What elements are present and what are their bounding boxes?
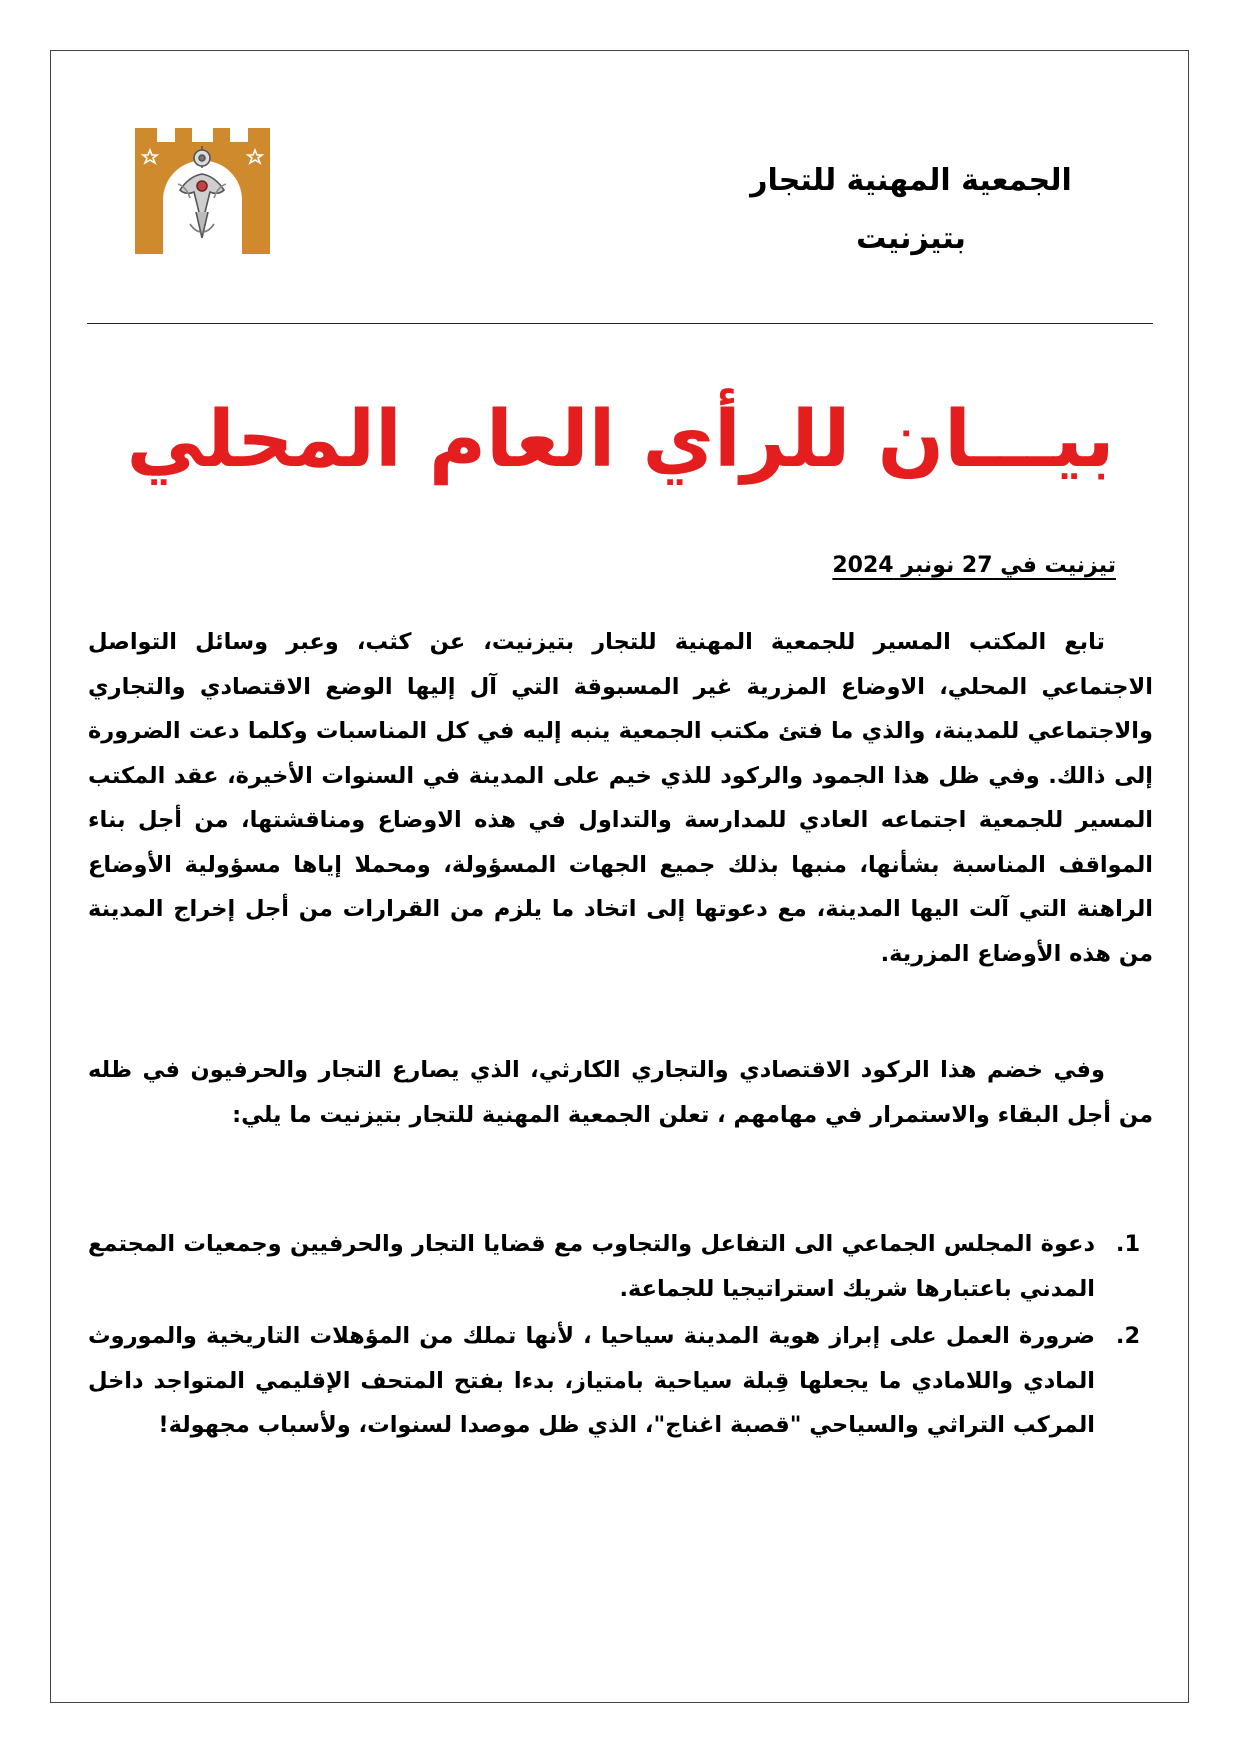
body-paragraph-1: [88, 620, 1153, 976]
demands-list: [88, 1222, 1153, 1451]
body-paragraph-2-text: وفي خضم هذا الركود الاقتصادي والتجاري الكارثي، الذي يصارع التجار والحرفيون في ظله من أجل البقاء والاستمرار في مهامهم ، تعلن الجمعية المهنية للتجار بتيزنيت ما يلي:: [88, 1057, 1153, 1128]
list-item: [88, 1222, 1153, 1311]
document-title: بيـــان للرأي العام المحلي: [126, 395, 1115, 485]
list-item: [88, 1314, 1153, 1448]
date-line: تيزنيت في 27 نونبر 2024: [832, 553, 1116, 578]
list-item-text: ضرورة العمل على إبراز هوية المدينة سياحيا ، لأنها تملك من المؤهلات التاريخية والموروث المادي واللامادي ما يجعلها قِبلة سياحية بامتياز، بدءا بفتح المتحف الإقليمي المتواجد داخل المركب التراثي والسياحي "قصبة اغناج"، الذي ظل موصدا لسنوات، ولأسباب مجهولة!: [88, 1323, 1095, 1438]
organization-name: [701, 152, 1121, 268]
organization-name-line2: بتيزنيت: [856, 221, 966, 256]
header-divider: [87, 323, 1153, 324]
list-item-text: دعوة المجلس الجماعي الى التفاعل والتجاوب مع قضايا التجار والحرفيين وجمعيات المجتمع المدني باعتبارها شريك استراتيجيا للجماعة.: [88, 1231, 1095, 1302]
list-item-number: 1.: [1115, 1231, 1141, 1257]
organization-name-line1: الجمعية المهنية للتجار: [750, 163, 1072, 198]
list-item-number: 2.: [1115, 1323, 1141, 1349]
body-paragraph-2: [88, 1048, 1153, 1137]
body-paragraph-1-text: تابع المكتب المسير للجمعية المهنية للتجار بتيزنيت، عن كثب، وعبر وسائل التواصل الاجتماعي المحلي، الاوضاع المزرية غير المسبوقة التي آل إليها الوضع الاقتصادي والتجاري والاجتماعي للمدينة، والذي ما فتئ مكتب الجمعية ينبه إليه في كل المناسبات وكلما دعت الضرورة إلى ذالك. وفي ظل هذا الجمود والركود للذي خيم على المدينة في السنوات الأخيرة، عقد المكتب المسير للجمعية اجتماعه العادي للمدارسة والتداول في هذه الاوضاع ومناقشتها، من أجل بناء المواقف المناسبة بشأنها، منبها بذلك جميع الجهات المسؤولة، ومحملا إياها مسؤولية الأوضاع الراهنة التي آلت اليها المدينة، مع دعوتها إلى اتخاد ما يلزم من القرارات من أجل إخراج المدينة من هذه الأوضاع المزرية.: [88, 629, 1153, 967]
tiznit-kasbah-emblem-icon: [130, 128, 280, 254]
